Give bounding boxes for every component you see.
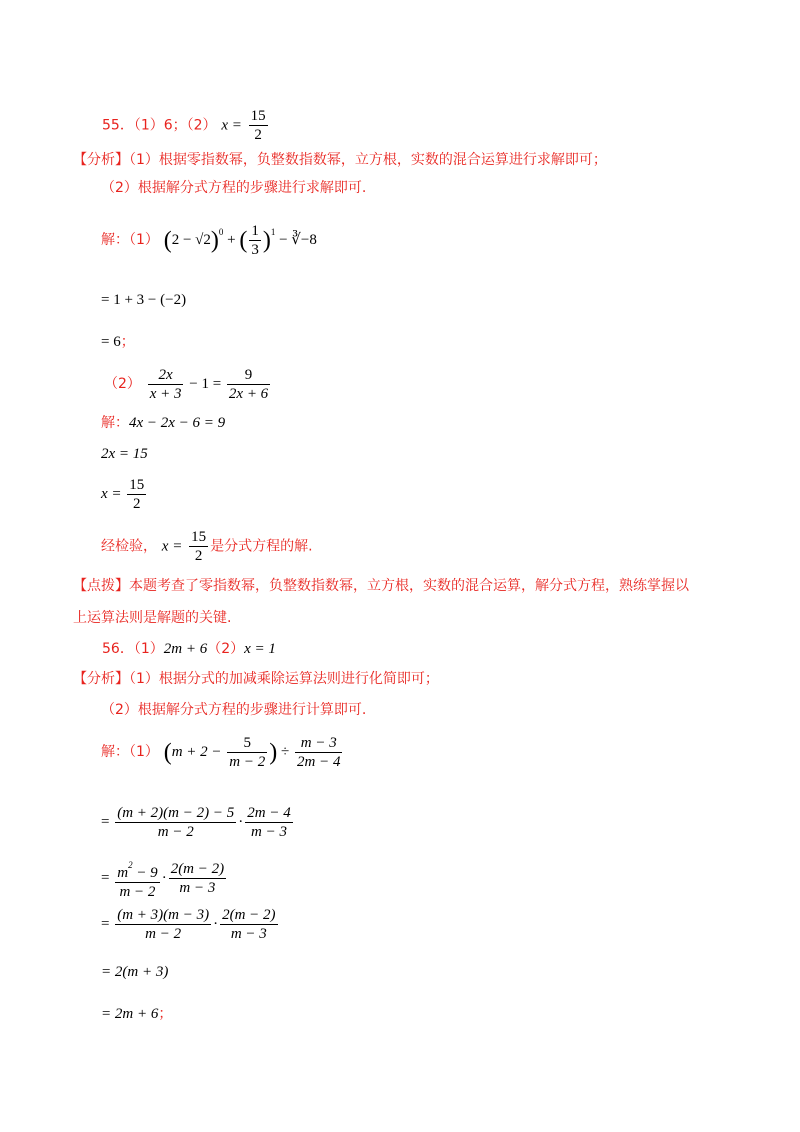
q55-step-3: 解：4x − 2x − 6 = 9 — [101, 415, 226, 431]
q55-analysis-2: （2）根据解分式方程的步骤进行求解即可. — [101, 180, 367, 196]
q55-analysis-1: 【分析】（1）根据零指数幂，负整数指数幂，立方根，实数的混合运算进行求解即可； — [73, 152, 607, 168]
q55-answer-line — [102, 107, 270, 144]
q55-step-1: = 1 + 3 − (−2) — [101, 292, 187, 308]
q55-answer-fraction: $\frac{15}{2}$ — [250, 108, 266, 143]
q56-answer-line: 56．（1）2m + 6（2）x = 1 — [102, 641, 276, 657]
q56-number: 56．（1） — [102, 641, 164, 657]
q55-number: 55．（1）6；（2） — [102, 117, 217, 134]
q56-step-5: = 2m + 6； — [101, 1006, 173, 1022]
q55-answer-lhs: x = — [221, 117, 242, 134]
q56-step-2: = $\frac{m^2 - 9}{m - 2}$ · $\frac{2(m - 2)}{m - 3}$ — [101, 856, 228, 901]
q56-analysis-1: 【分析】（1）根据分式的加减乘除运算法则进行化简即可； — [73, 671, 439, 687]
q55-point-2: 上运算法则是解题的关键. — [73, 610, 232, 626]
q56-step-4: = 2(m + 3) — [101, 964, 169, 980]
q55-solution-1-expression: 解：（1） $(2 - √2)^0$ + ( $\frac{1}{3}$ )$^1$ − ∛−8 — [101, 223, 317, 259]
q55-step-2: = 6； — [101, 334, 135, 350]
solution-label: 解：（1） — [101, 232, 159, 248]
q56-solution-1-expression: 解：（1） (m + 2 − $\frac{5}{m - 2}$ ) ÷ $\frac{m - 3}{2m - 4}$ — [101, 735, 341, 770]
q55-part2-equation: （2） $\frac{2x}{x + 3}$ − 1 = $\frac{9}{2x + 6}$ — [104, 367, 269, 402]
q55-point-1: 【点拨】本题考查了零指数幂，负整数指数幂，立方根，实数的混合运算，解分式方程，熟练掌握以 — [73, 578, 689, 594]
q56-step-3: = $\frac{(m + 3)(m - 3)}{m - 2}$ · $\frac{2(m - 2)}{m - 3}$ — [101, 907, 276, 942]
analysis-tag: 【分析】 — [73, 152, 129, 168]
q55-check: 经检验， x = $\frac{15}{2}$ 是分式方程的解. — [101, 529, 313, 564]
q55-step-5: x = $\frac{15}{2}$ — [101, 477, 145, 512]
q56-step-1: = $\frac{(m + 2)(m - 2) - 5}{m - 2}$ · $\frac{2m - 4}{m - 3}$ — [101, 805, 291, 840]
q56-analysis-2: （2）根据解分式方程的步骤进行计算即可. — [101, 702, 367, 718]
q55-step-4: 2x = 15 — [101, 446, 148, 462]
